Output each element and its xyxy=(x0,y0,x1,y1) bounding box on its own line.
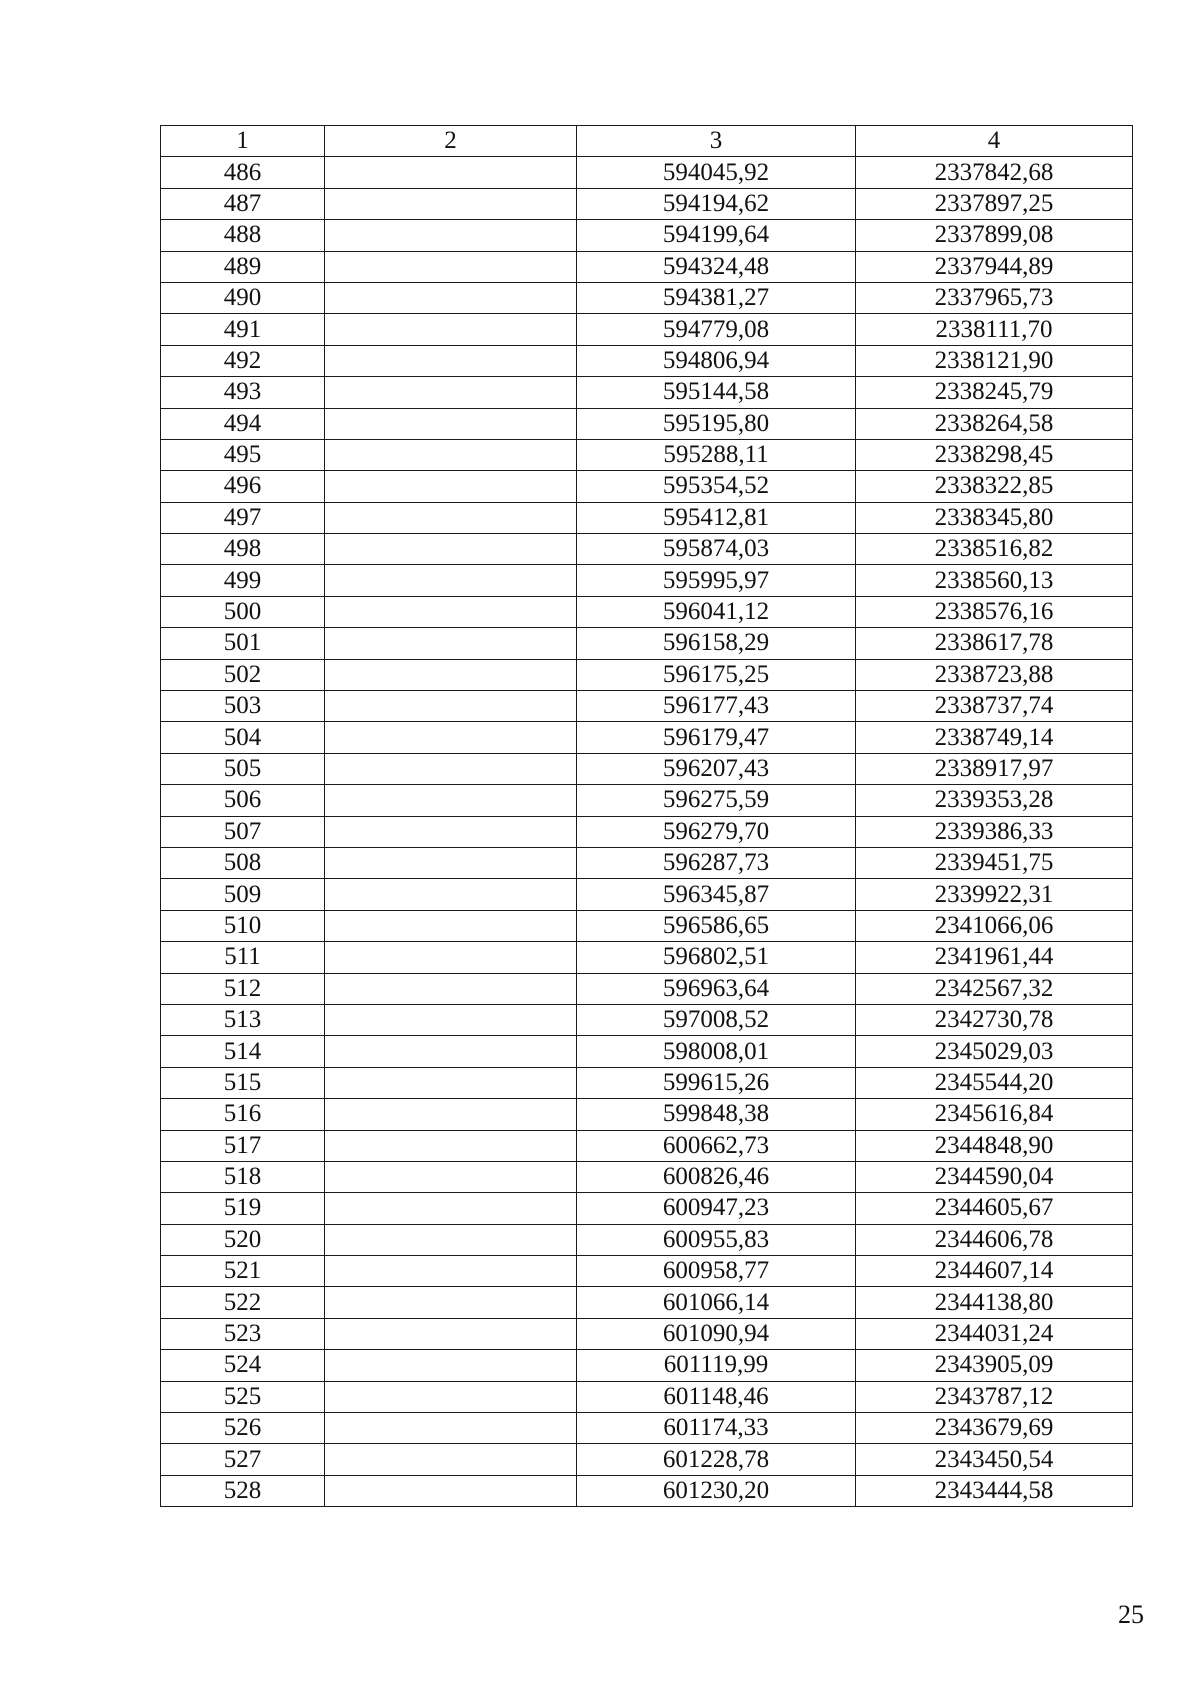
empty-cell xyxy=(325,753,577,784)
point-number-cell: 522 xyxy=(161,1287,325,1318)
y-coordinate-cell: 2342730,78 xyxy=(856,1004,1133,1035)
point-number-cell: 489 xyxy=(161,251,325,282)
empty-cell xyxy=(325,1099,577,1130)
point-number-cell: 499 xyxy=(161,565,325,596)
y-coordinate-cell: 2338917,97 xyxy=(856,753,1133,784)
table-row xyxy=(161,439,1133,470)
table-row xyxy=(161,565,1133,596)
empty-cell xyxy=(325,1350,577,1381)
y-coordinate-cell: 2338121,90 xyxy=(856,345,1133,376)
table-row xyxy=(161,1475,1133,1506)
y-coordinate-cell: 2344607,14 xyxy=(856,1256,1133,1287)
empty-cell xyxy=(325,408,577,439)
empty-cell xyxy=(325,910,577,941)
point-number-cell: 520 xyxy=(161,1224,325,1255)
empty-cell xyxy=(325,377,577,408)
table-row xyxy=(161,502,1133,533)
x-coordinate-cell: 595874,03 xyxy=(577,534,856,565)
table-row xyxy=(161,753,1133,784)
x-coordinate-cell: 600826,46 xyxy=(577,1161,856,1192)
table-row xyxy=(161,1381,1133,1412)
point-number-cell: 521 xyxy=(161,1256,325,1287)
x-coordinate-cell: 596177,43 xyxy=(577,691,856,722)
y-coordinate-cell: 2337899,08 xyxy=(856,220,1133,251)
x-coordinate-cell: 597008,52 xyxy=(577,1004,856,1035)
empty-cell xyxy=(325,847,577,878)
point-number-cell: 527 xyxy=(161,1444,325,1475)
y-coordinate-cell: 2344031,24 xyxy=(856,1318,1133,1349)
x-coordinate-cell: 596041,12 xyxy=(577,596,856,627)
table-row xyxy=(161,408,1133,439)
table-row xyxy=(161,282,1133,313)
table-row xyxy=(161,1318,1133,1349)
table-row xyxy=(161,942,1133,973)
x-coordinate-cell: 594324,48 xyxy=(577,251,856,282)
x-coordinate-cell: 600955,83 xyxy=(577,1224,856,1255)
table-row xyxy=(161,1036,1133,1067)
table-row xyxy=(161,722,1133,753)
table-row xyxy=(161,879,1133,910)
point-number-cell: 518 xyxy=(161,1161,325,1192)
y-coordinate-cell: 2344848,90 xyxy=(856,1130,1133,1161)
table-row xyxy=(161,314,1133,345)
x-coordinate-cell: 594199,64 xyxy=(577,220,856,251)
table-row xyxy=(161,973,1133,1004)
x-coordinate-cell: 594045,92 xyxy=(577,157,856,188)
y-coordinate-cell: 2344605,67 xyxy=(856,1193,1133,1224)
x-coordinate-cell: 595195,80 xyxy=(577,408,856,439)
x-coordinate-cell: 598008,01 xyxy=(577,1036,856,1067)
empty-cell xyxy=(325,314,577,345)
y-coordinate-cell: 2338111,70 xyxy=(856,314,1133,345)
table-row xyxy=(161,251,1133,282)
table-row xyxy=(161,910,1133,941)
y-coordinate-cell: 2341066,06 xyxy=(856,910,1133,941)
x-coordinate-cell: 600662,73 xyxy=(577,1130,856,1161)
column-header-3: 3 xyxy=(577,126,856,157)
point-number-cell: 503 xyxy=(161,691,325,722)
table-row xyxy=(161,596,1133,627)
x-coordinate-cell: 596275,59 xyxy=(577,785,856,816)
point-number-cell: 496 xyxy=(161,471,325,502)
x-coordinate-cell: 594194,62 xyxy=(577,188,856,219)
table-row xyxy=(161,1256,1133,1287)
point-number-cell: 528 xyxy=(161,1475,325,1506)
table-row xyxy=(161,1224,1133,1255)
x-coordinate-cell: 600958,77 xyxy=(577,1256,856,1287)
point-number-cell: 487 xyxy=(161,188,325,219)
x-coordinate-cell: 596345,87 xyxy=(577,879,856,910)
x-coordinate-cell: 595288,11 xyxy=(577,439,856,470)
empty-cell xyxy=(325,565,577,596)
y-coordinate-cell: 2342567,32 xyxy=(856,973,1133,1004)
point-number-cell: 493 xyxy=(161,377,325,408)
page-number: 25 xyxy=(1118,1600,1144,1629)
point-number-cell: 513 xyxy=(161,1004,325,1035)
y-coordinate-cell: 2338560,13 xyxy=(856,565,1133,596)
table-row xyxy=(161,1004,1133,1035)
empty-cell xyxy=(325,220,577,251)
table-row xyxy=(161,345,1133,376)
y-coordinate-cell: 2338737,74 xyxy=(856,691,1133,722)
empty-cell xyxy=(325,188,577,219)
empty-cell xyxy=(325,1318,577,1349)
y-coordinate-cell: 2339922,31 xyxy=(856,879,1133,910)
table-row xyxy=(161,1130,1133,1161)
point-number-cell: 514 xyxy=(161,1036,325,1067)
y-coordinate-cell: 2337944,89 xyxy=(856,251,1133,282)
y-coordinate-cell: 2337965,73 xyxy=(856,282,1133,313)
point-number-cell: 509 xyxy=(161,879,325,910)
x-coordinate-cell: 600947,23 xyxy=(577,1193,856,1224)
point-number-cell: 490 xyxy=(161,282,325,313)
x-coordinate-cell: 596207,43 xyxy=(577,753,856,784)
y-coordinate-cell: 2339386,33 xyxy=(856,816,1133,847)
table-row xyxy=(161,471,1133,502)
empty-cell xyxy=(325,1475,577,1506)
y-coordinate-cell: 2343444,58 xyxy=(856,1475,1133,1506)
empty-cell xyxy=(325,691,577,722)
table-row xyxy=(161,847,1133,878)
empty-cell xyxy=(325,879,577,910)
empty-cell xyxy=(325,1067,577,1098)
point-number-cell: 523 xyxy=(161,1318,325,1349)
x-coordinate-cell: 601148,46 xyxy=(577,1381,856,1412)
empty-cell xyxy=(325,1444,577,1475)
point-number-cell: 498 xyxy=(161,534,325,565)
point-number-cell: 488 xyxy=(161,220,325,251)
x-coordinate-cell: 596279,70 xyxy=(577,816,856,847)
y-coordinate-cell: 2344138,80 xyxy=(856,1287,1133,1318)
y-coordinate-cell: 2338723,88 xyxy=(856,659,1133,690)
point-number-cell: 500 xyxy=(161,596,325,627)
x-coordinate-cell: 596175,25 xyxy=(577,659,856,690)
empty-cell xyxy=(325,1130,577,1161)
point-number-cell: 494 xyxy=(161,408,325,439)
empty-cell xyxy=(325,1161,577,1192)
empty-cell xyxy=(325,1381,577,1412)
x-coordinate-cell: 601228,78 xyxy=(577,1444,856,1475)
x-coordinate-cell: 599848,38 xyxy=(577,1099,856,1130)
table-row xyxy=(161,816,1133,847)
table-row xyxy=(161,220,1133,251)
empty-cell xyxy=(325,251,577,282)
y-coordinate-cell: 2338516,82 xyxy=(856,534,1133,565)
empty-cell xyxy=(325,502,577,533)
table-row xyxy=(161,377,1133,408)
point-number-cell: 524 xyxy=(161,1350,325,1381)
y-coordinate-cell: 2343787,12 xyxy=(856,1381,1133,1412)
point-number-cell: 517 xyxy=(161,1130,325,1161)
x-coordinate-cell: 594381,27 xyxy=(577,282,856,313)
x-coordinate-cell: 599615,26 xyxy=(577,1067,856,1098)
empty-cell xyxy=(325,471,577,502)
y-coordinate-cell: 2337897,25 xyxy=(856,188,1133,219)
empty-cell xyxy=(325,1004,577,1035)
y-coordinate-cell: 2339353,28 xyxy=(856,785,1133,816)
x-coordinate-cell: 596158,29 xyxy=(577,628,856,659)
y-coordinate-cell: 2338322,85 xyxy=(856,471,1133,502)
y-coordinate-cell: 2345616,84 xyxy=(856,1099,1133,1130)
empty-cell xyxy=(325,596,577,627)
point-number-cell: 512 xyxy=(161,973,325,1004)
point-number-cell: 515 xyxy=(161,1067,325,1098)
table-row xyxy=(161,1444,1133,1475)
y-coordinate-cell: 2344590,04 xyxy=(856,1161,1133,1192)
table-row xyxy=(161,1067,1133,1098)
x-coordinate-cell: 596586,65 xyxy=(577,910,856,941)
point-number-cell: 504 xyxy=(161,722,325,753)
y-coordinate-cell: 2338749,14 xyxy=(856,722,1133,753)
point-number-cell: 491 xyxy=(161,314,325,345)
x-coordinate-cell: 595995,97 xyxy=(577,565,856,596)
empty-cell xyxy=(325,1224,577,1255)
empty-cell xyxy=(325,439,577,470)
table-row xyxy=(161,1413,1133,1444)
x-coordinate-cell: 595354,52 xyxy=(577,471,856,502)
point-number-cell: 506 xyxy=(161,785,325,816)
point-number-cell: 511 xyxy=(161,942,325,973)
table-row xyxy=(161,785,1133,816)
y-coordinate-cell: 2345029,03 xyxy=(856,1036,1133,1067)
point-number-cell: 492 xyxy=(161,345,325,376)
x-coordinate-cell: 596287,73 xyxy=(577,847,856,878)
table-row xyxy=(161,1193,1133,1224)
point-number-cell: 505 xyxy=(161,753,325,784)
point-number-cell: 486 xyxy=(161,157,325,188)
x-coordinate-cell: 601174,33 xyxy=(577,1413,856,1444)
point-number-cell: 501 xyxy=(161,628,325,659)
empty-cell xyxy=(325,628,577,659)
x-coordinate-cell: 596179,47 xyxy=(577,722,856,753)
table-row xyxy=(161,691,1133,722)
x-coordinate-cell: 601230,20 xyxy=(577,1475,856,1506)
point-number-cell: 516 xyxy=(161,1099,325,1130)
table-row xyxy=(161,188,1133,219)
empty-cell xyxy=(325,659,577,690)
x-coordinate-cell: 594806,94 xyxy=(577,345,856,376)
empty-cell xyxy=(325,1413,577,1444)
empty-cell xyxy=(325,1036,577,1067)
empty-cell xyxy=(325,816,577,847)
table-row xyxy=(161,157,1133,188)
table-row xyxy=(161,1350,1133,1381)
y-coordinate-cell: 2343905,09 xyxy=(856,1350,1133,1381)
empty-cell xyxy=(325,534,577,565)
x-coordinate-cell: 601066,14 xyxy=(577,1287,856,1318)
x-coordinate-cell: 594779,08 xyxy=(577,314,856,345)
y-coordinate-cell: 2344606,78 xyxy=(856,1224,1133,1255)
x-coordinate-cell: 595144,58 xyxy=(577,377,856,408)
column-header-1: 1 xyxy=(161,126,325,157)
empty-cell xyxy=(325,1193,577,1224)
empty-cell xyxy=(325,722,577,753)
y-coordinate-cell: 2338576,16 xyxy=(856,596,1133,627)
y-coordinate-cell: 2338245,79 xyxy=(856,377,1133,408)
table-body xyxy=(161,157,1133,1507)
point-number-cell: 526 xyxy=(161,1413,325,1444)
point-number-cell: 495 xyxy=(161,439,325,470)
y-coordinate-cell: 2345544,20 xyxy=(856,1067,1133,1098)
y-coordinate-cell: 2341961,44 xyxy=(856,942,1133,973)
point-number-cell: 519 xyxy=(161,1193,325,1224)
point-number-cell: 507 xyxy=(161,816,325,847)
empty-cell xyxy=(325,282,577,313)
table-row xyxy=(161,1287,1133,1318)
empty-cell xyxy=(325,157,577,188)
table-row xyxy=(161,659,1133,690)
y-coordinate-cell: 2338298,45 xyxy=(856,439,1133,470)
y-coordinate-cell: 2343679,69 xyxy=(856,1413,1133,1444)
x-coordinate-cell: 596802,51 xyxy=(577,942,856,973)
point-number-cell: 525 xyxy=(161,1381,325,1412)
empty-cell xyxy=(325,1256,577,1287)
table-row xyxy=(161,534,1133,565)
point-number-cell: 502 xyxy=(161,659,325,690)
y-coordinate-cell: 2337842,68 xyxy=(856,157,1133,188)
empty-cell xyxy=(325,345,577,376)
x-coordinate-cell: 601090,94 xyxy=(577,1318,856,1349)
table-header-row xyxy=(161,126,1133,157)
table-row xyxy=(161,1161,1133,1192)
y-coordinate-cell: 2343450,54 xyxy=(856,1444,1133,1475)
empty-cell xyxy=(325,942,577,973)
table-row xyxy=(161,1099,1133,1130)
x-coordinate-cell: 595412,81 xyxy=(577,502,856,533)
empty-cell xyxy=(325,785,577,816)
y-coordinate-cell: 2338345,80 xyxy=(856,502,1133,533)
column-header-2: 2 xyxy=(325,126,577,157)
column-header-4: 4 xyxy=(856,126,1133,157)
point-number-cell: 510 xyxy=(161,910,325,941)
x-coordinate-cell: 596963,64 xyxy=(577,973,856,1004)
y-coordinate-cell: 2339451,75 xyxy=(856,847,1133,878)
point-number-cell: 497 xyxy=(161,502,325,533)
empty-cell xyxy=(325,1287,577,1318)
point-number-cell: 508 xyxy=(161,847,325,878)
table-row xyxy=(161,628,1133,659)
coordinates-table xyxy=(160,125,1133,1507)
y-coordinate-cell: 2338264,58 xyxy=(856,408,1133,439)
empty-cell xyxy=(325,973,577,1004)
x-coordinate-cell: 601119,99 xyxy=(577,1350,856,1381)
y-coordinate-cell: 2338617,78 xyxy=(856,628,1133,659)
